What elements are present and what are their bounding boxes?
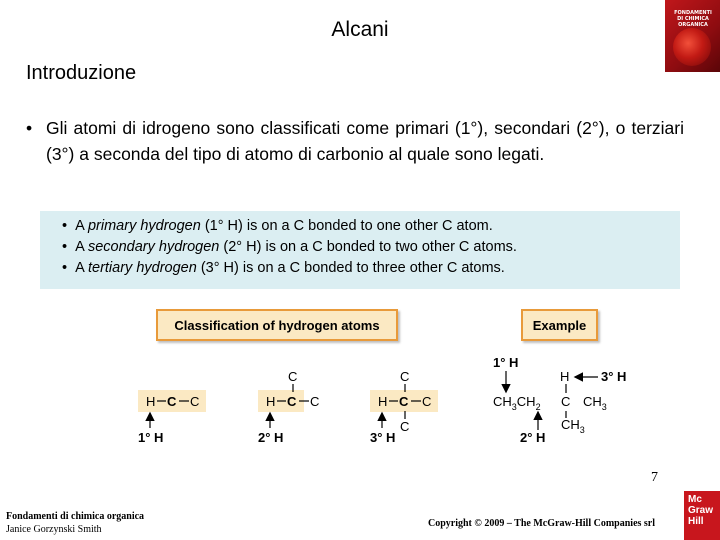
definition-secondary: • A secondary hydrogen (2° H) is on a C bonded to two other C atoms. <box>62 239 517 255</box>
secondary-carbon-structure <box>258 369 319 445</box>
footer-author: Janice Gorzynski Smith <box>6 524 102 535</box>
cover-flower-graphic <box>673 28 711 66</box>
footer-book-title: Fondamenti di chimica organica <box>6 511 145 522</box>
term-tertiary: tertiary hydrogen <box>87 260 197 276</box>
primary-label: 1° H <box>138 430 164 445</box>
copyright-text: Copyright © 2009 – The McGraw-Hill Companies srl <box>428 518 656 529</box>
hydrogen-classification-diagram <box>0 350 720 460</box>
mcgraw-hill-logo: Mc Graw Hill <box>684 491 720 540</box>
tertiary-c-right: C <box>422 394 432 409</box>
secondary-c: C <box>287 394 297 409</box>
primary-carbon-structure <box>138 390 206 445</box>
book-cover-title: FONDAMENTI DI CHIMICA ORGANICA <box>674 10 712 28</box>
page-number: 7 <box>651 470 658 485</box>
definitions-box <box>40 211 680 289</box>
book-cover-image <box>665 0 720 72</box>
example-3h-label: 3° H <box>601 369 627 384</box>
tertiary-carbon-structure <box>370 369 438 445</box>
term-secondary: secondary hydrogen <box>87 239 220 255</box>
definition-tertiary: • A tertiary hydrogen (3° H) is on a C bonded to three other C atoms. <box>62 260 505 276</box>
example-left-group: $CH_3CH_2$ <box>493 394 541 412</box>
example-1h-label: 1° H <box>493 355 519 370</box>
secondary-label: 2° H <box>258 430 284 445</box>
bullet-dot-icon: • <box>26 118 33 138</box>
secondary-c-right: C <box>310 394 320 409</box>
main-bullet-text: Gli atomi di idrogeno sono classificati come primari (1°), secondari (2°), o terziari (3°) a seconda del tipo di atomo di carbonio al quale sono legati. <box>46 118 684 164</box>
tertiary-h: H <box>378 394 388 409</box>
tertiary-c-top: C <box>400 369 410 384</box>
slide-subtitle: Introduzione <box>26 62 137 84</box>
slide-title: Alcani <box>331 18 389 41</box>
classification-header: Classification of hydrogen atoms <box>156 309 398 341</box>
example-header: Example <box>521 309 598 341</box>
example-2h-label: 2° H <box>520 430 546 445</box>
example-h: H <box>560 369 570 384</box>
term-primary: primary hydrogen <box>87 218 201 234</box>
primary-h: H <box>146 394 156 409</box>
main-bullet <box>26 115 684 167</box>
tertiary-c: C <box>399 394 409 409</box>
primary-c: C <box>167 394 177 409</box>
secondary-h: H <box>266 394 276 409</box>
example-molecule <box>493 355 626 445</box>
secondary-c-top: C <box>288 369 298 384</box>
definition-primary: • A primary hydrogen (1° H) is on a C bonded to one other C atom. <box>62 218 493 234</box>
tertiary-label: 3° H <box>370 430 396 445</box>
example-right-group: $CH_3$ <box>583 394 607 412</box>
example-bottom-group: $CH_3$ <box>561 417 585 435</box>
footer-book-info <box>6 510 144 536</box>
tertiary-c-bottom: C <box>400 419 410 434</box>
example-center-c: C <box>561 394 571 409</box>
primary-c-right: C <box>190 394 200 409</box>
